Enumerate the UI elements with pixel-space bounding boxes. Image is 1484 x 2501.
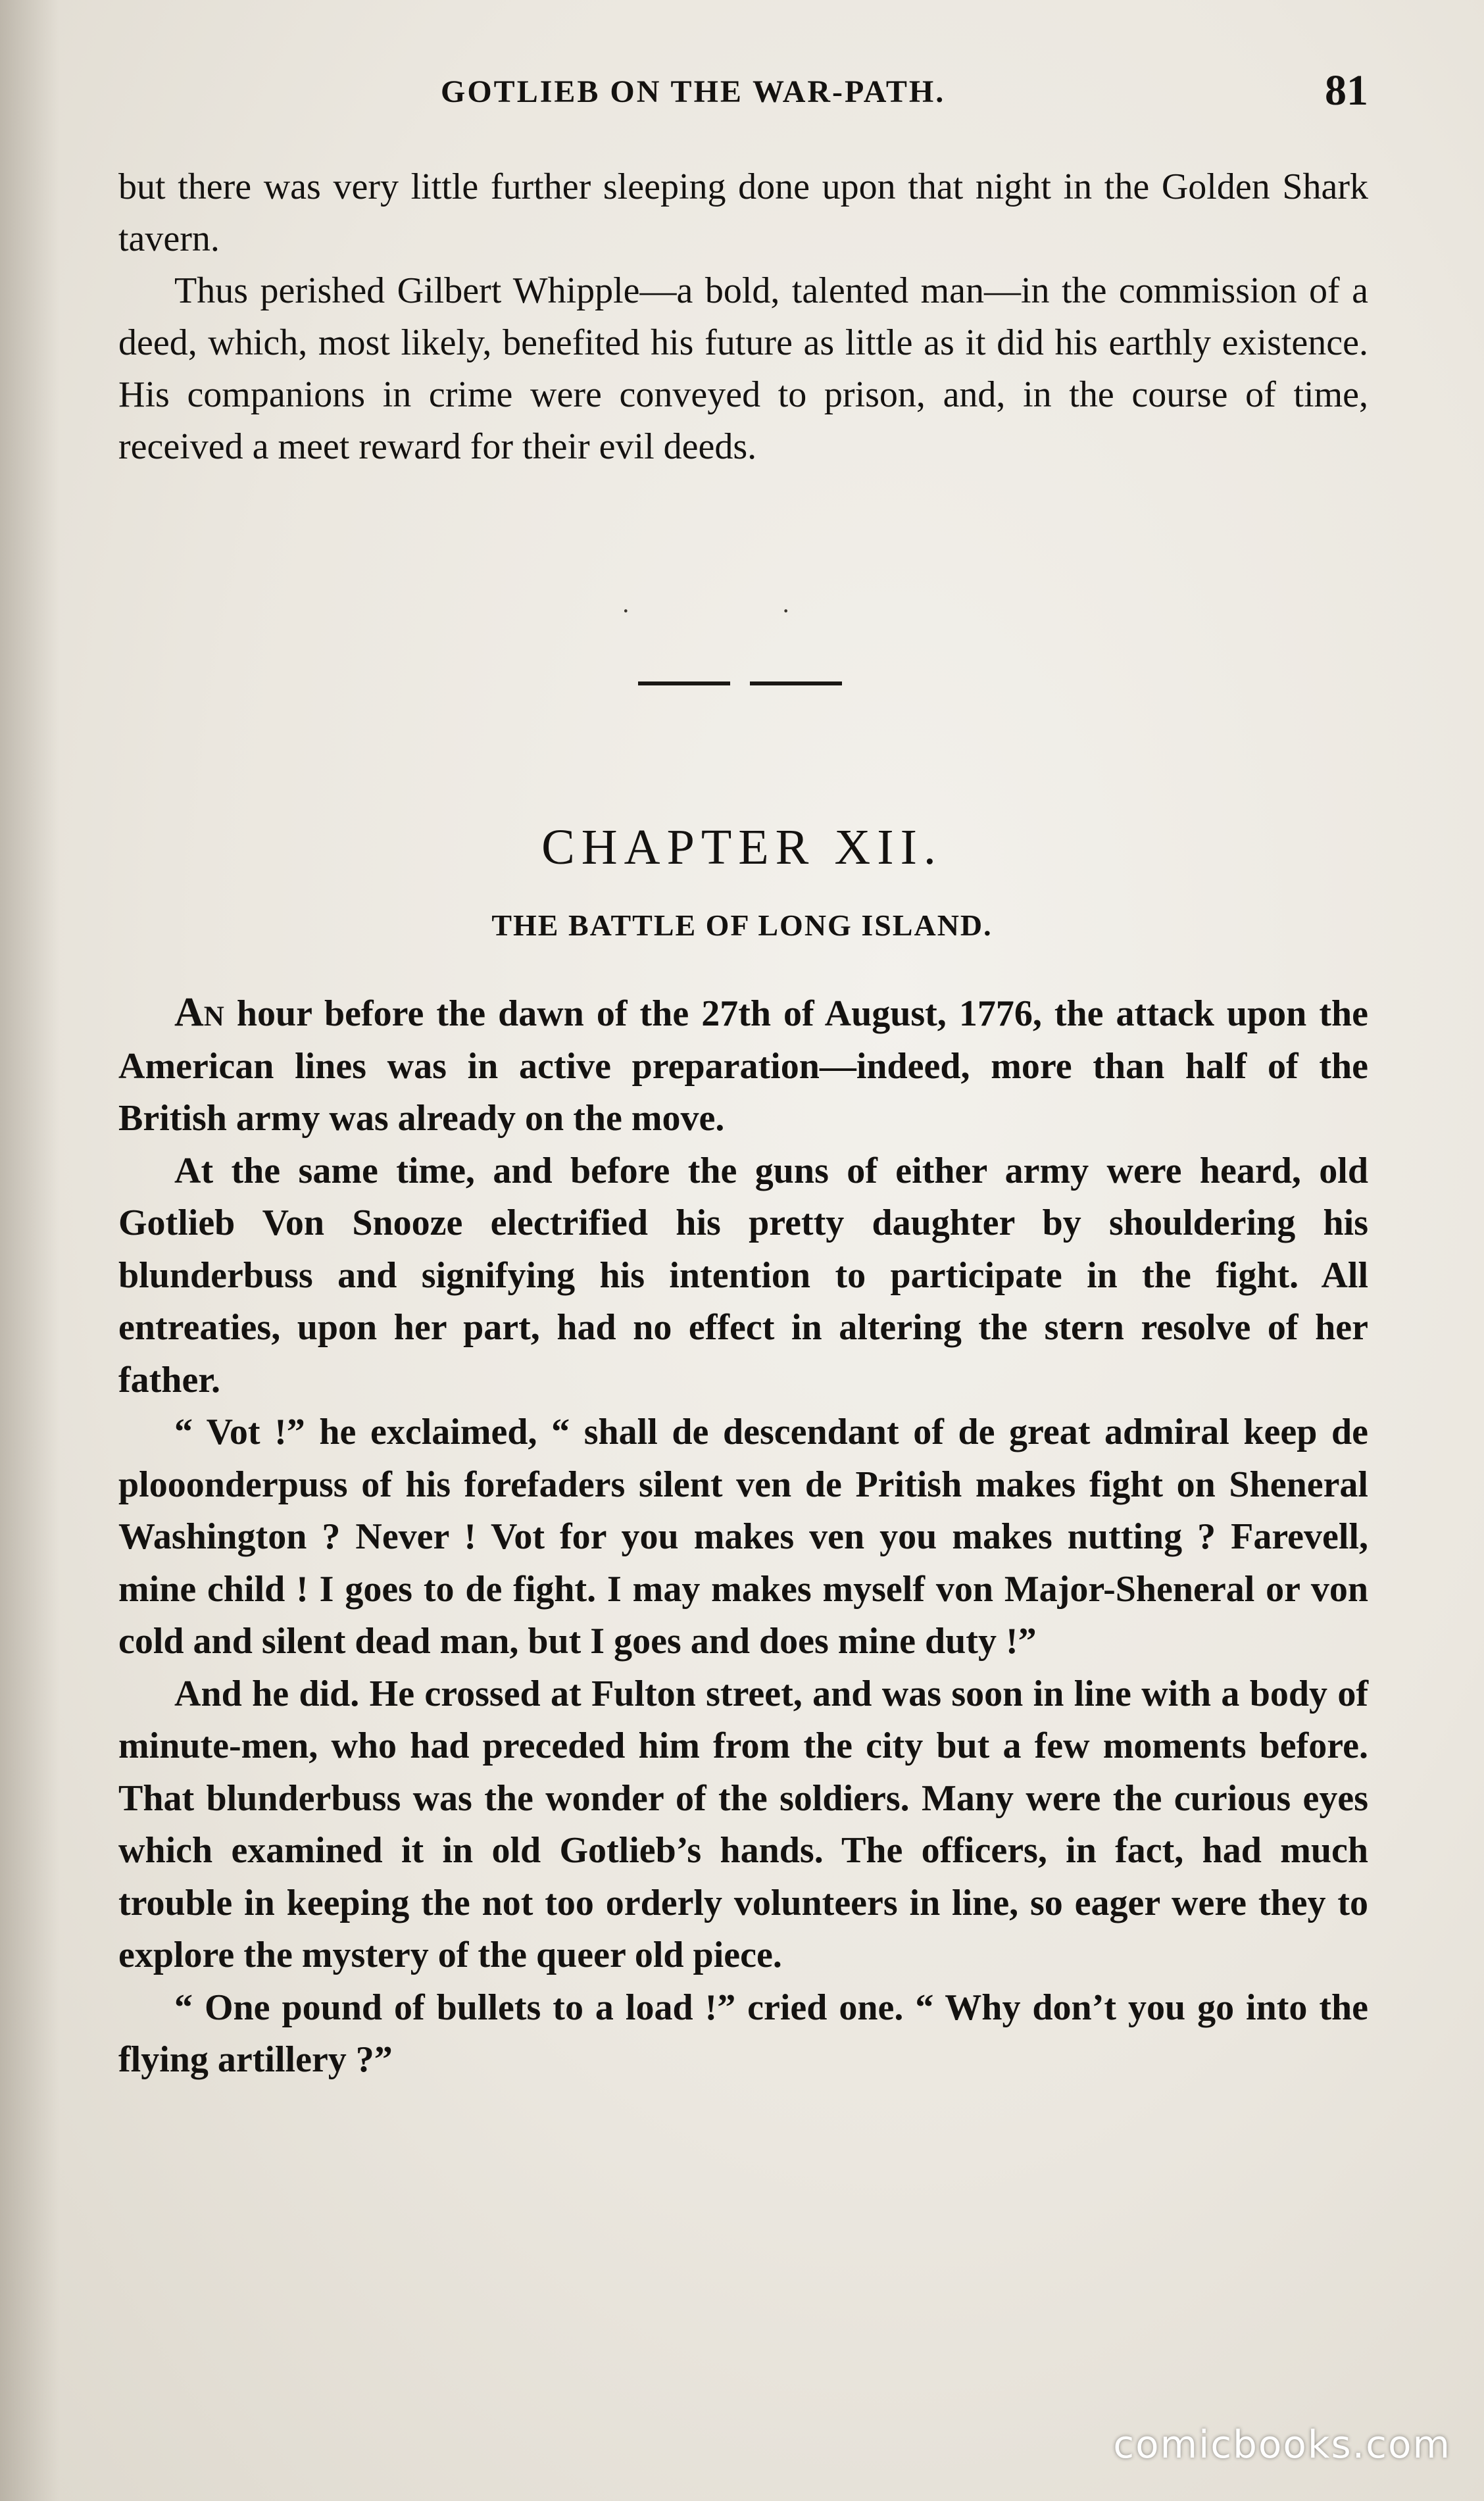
divider-rule-left (638, 681, 730, 685)
chapter-text-block (118, 987, 1368, 2087)
page-number: 81 (1325, 66, 1368, 114)
top-text-block (118, 161, 1368, 473)
paragraph: “ One pound of bullets to a load !” cried one. “ Why don’t you go into the flying artillery ?” (118, 1987, 1368, 2080)
paragraph-text: hour before the dawn of the 27th of August, 1776, the attack upon the American lines was in active preparation—indeed, more than half of the British army was already on the move. (118, 993, 1368, 1139)
gutter-shadow (0, 0, 59, 2501)
divider-rule-right (750, 681, 842, 685)
running-title: GOTLIEB ON THE WAR-PATH. (441, 74, 946, 109)
chapter-subtitle: THE BATTLE OF LONG ISLAND. (491, 908, 993, 942)
chapter-heading: CHAPTER XII. (541, 820, 943, 875)
paragraph (118, 987, 1368, 1145)
paragraph: Thus perished Gilbert Whipple—a bold, talented man—in the commission of a deed, which, most likely, benefited his future as little as it did his earthly existence. His companions in crime were conveyed to prison, and, in the course of time, received a meet reward for their evil deeds. (118, 270, 1368, 467)
paragraph: At the same time, and before the guns of either army were heard, old Gotlieb Von Snooze electrified his pretty daughter by shouldering his blunderbuss and signifying his intention to participate in the fight. All entreaties, upon her part, had no effect in altering the stern resolve of her father. (118, 1150, 1368, 1400)
lead-word: An (174, 990, 224, 1035)
paragraph: And he did. He crossed at Fulton street, and was soon in line with a body of minute-men, who had preceded him from the city but a few moments before. That blunderbuss was the wonder of the soldiers. Many were the curious eyes which examined it in old Gotlieb’s hands. The officers, in fact, had much trouble in keeping the not too orderly volunteers in line, so eager were they to explore the mystery of the queer old piece. (118, 1673, 1368, 1975)
paragraph: but there was very little further sleeping done upon that night in the Golden Shark tavern. (118, 166, 1368, 259)
running-head (118, 66, 1368, 118)
ornament-dots: · · (621, 596, 863, 626)
watermark: comicbooks.com (1113, 2422, 1451, 2467)
paragraph: “ Vot !” he exclaimed, “ shall de descendant of de great admiral keep de plooonderpuss of his forefaders silent ven de Pritish makes fight on Sheneral Washington ? Never ! Vot for you makes ven you makes nutting ? Farevell, mine child ! I goes to de fight. I may makes myself von Major-Sheneral or von cold and silent dead man, but I goes and does mine duty !” (118, 1412, 1368, 1662)
section-divider (638, 678, 842, 688)
